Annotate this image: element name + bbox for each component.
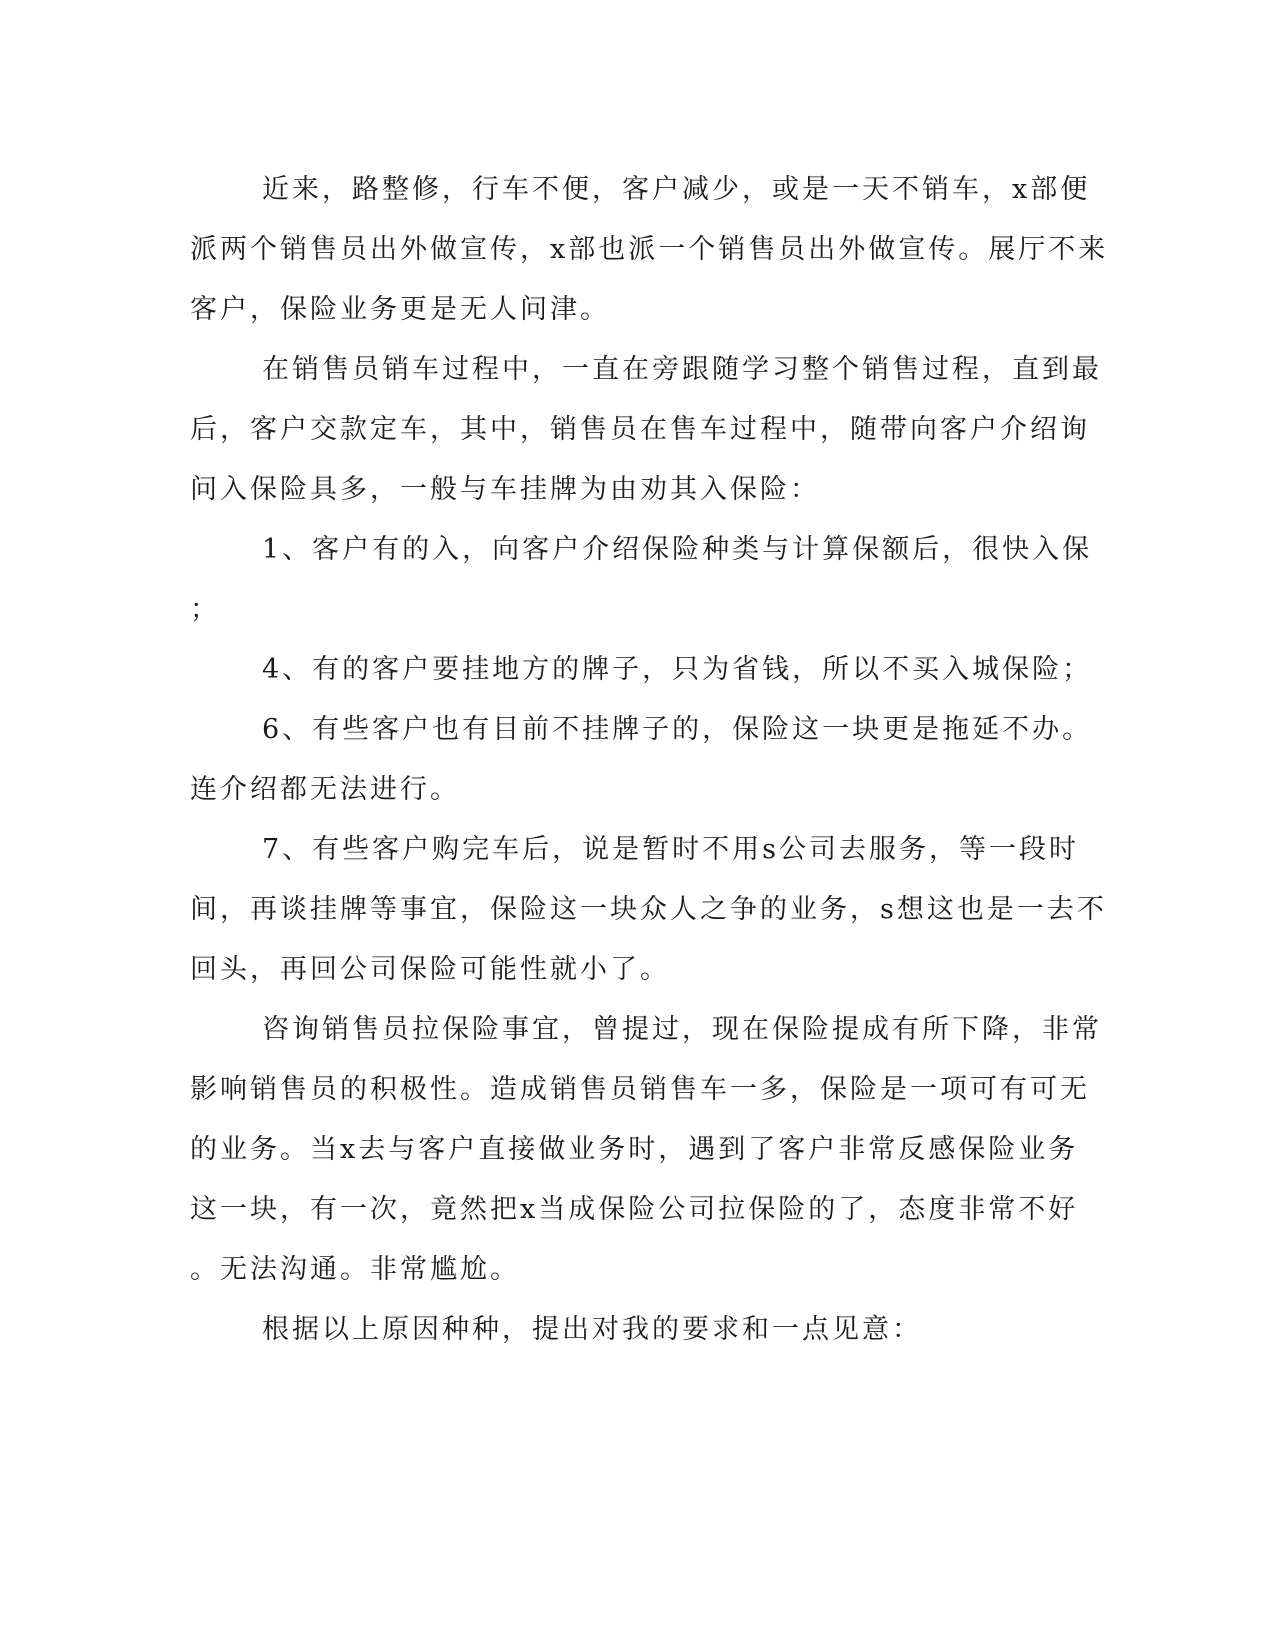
- document-body: [190, 160, 1109, 1360]
- list-item-line: 回头，再回公司保险可能性就小了。: [190, 954, 670, 985]
- paragraph-line: 派两个销售员出外做宣传，x部也派一个销售员出外做宣传。展厅不来: [190, 234, 1109, 265]
- list-item-line: ；: [190, 594, 220, 625]
- paragraph-line: 在销售员销车过程中，一直在旁跟随学习整个销售过程，直到最: [262, 354, 1102, 385]
- list-item-line: 间，再谈挂牌等事宜，保险这一块众人之争的业务，s想这也是一去不: [190, 894, 1107, 925]
- list-item-line: 7、有些客户购完车后，说是暂时不用s公司去服务，等一段时: [262, 834, 1080, 865]
- list-item-line: 6、有些客户也有目前不挂牌子的，保险这一块更是拖延不办。: [262, 714, 1093, 745]
- paragraph-line: 。无法沟通。非常尴尬。: [190, 1254, 520, 1285]
- paragraph-line: 影响销售员的积极性。造成销售员销售车一多，保险是一项可有可无: [190, 1074, 1090, 1105]
- paragraph-line: 近来，路整修，行车不便，客户减少，或是一天不销车，x部便: [262, 174, 1091, 205]
- list-item-line: 4、有的客户要挂地方的牌子，只为省钱，所以不买入城保险；: [262, 654, 1093, 685]
- paragraph-line: 咨询销售员拉保险事宜，曾提过，现在保险提成有所下降，非常: [262, 1014, 1102, 1045]
- paragraph-line: 的业务。当x去与客户直接做业务时，遇到了客户非常反感保险业务: [190, 1134, 1079, 1165]
- paragraph-line: 根据以上原因种种，提出对我的要求和一点见意：: [262, 1314, 922, 1345]
- list-item-line: 1、客户有的入，向客户介绍保险种类与计算保额后，很快入保: [262, 534, 1093, 565]
- paragraph-line: 后，客户交款定车，其中，销售员在售车过程中，随带向客户介绍询: [190, 414, 1090, 445]
- paragraph-line: 这一块，有一次，竟然把x当成保险公司拉保险的了，态度非常不好: [190, 1194, 1079, 1225]
- list-item-line: 连介绍都无法进行。: [190, 774, 460, 805]
- paragraph-line: 问入保险具多，一般与车挂牌为由劝其入保险：: [190, 474, 820, 505]
- paragraph-line: 客户，保险业务更是无人问津。: [190, 294, 610, 325]
